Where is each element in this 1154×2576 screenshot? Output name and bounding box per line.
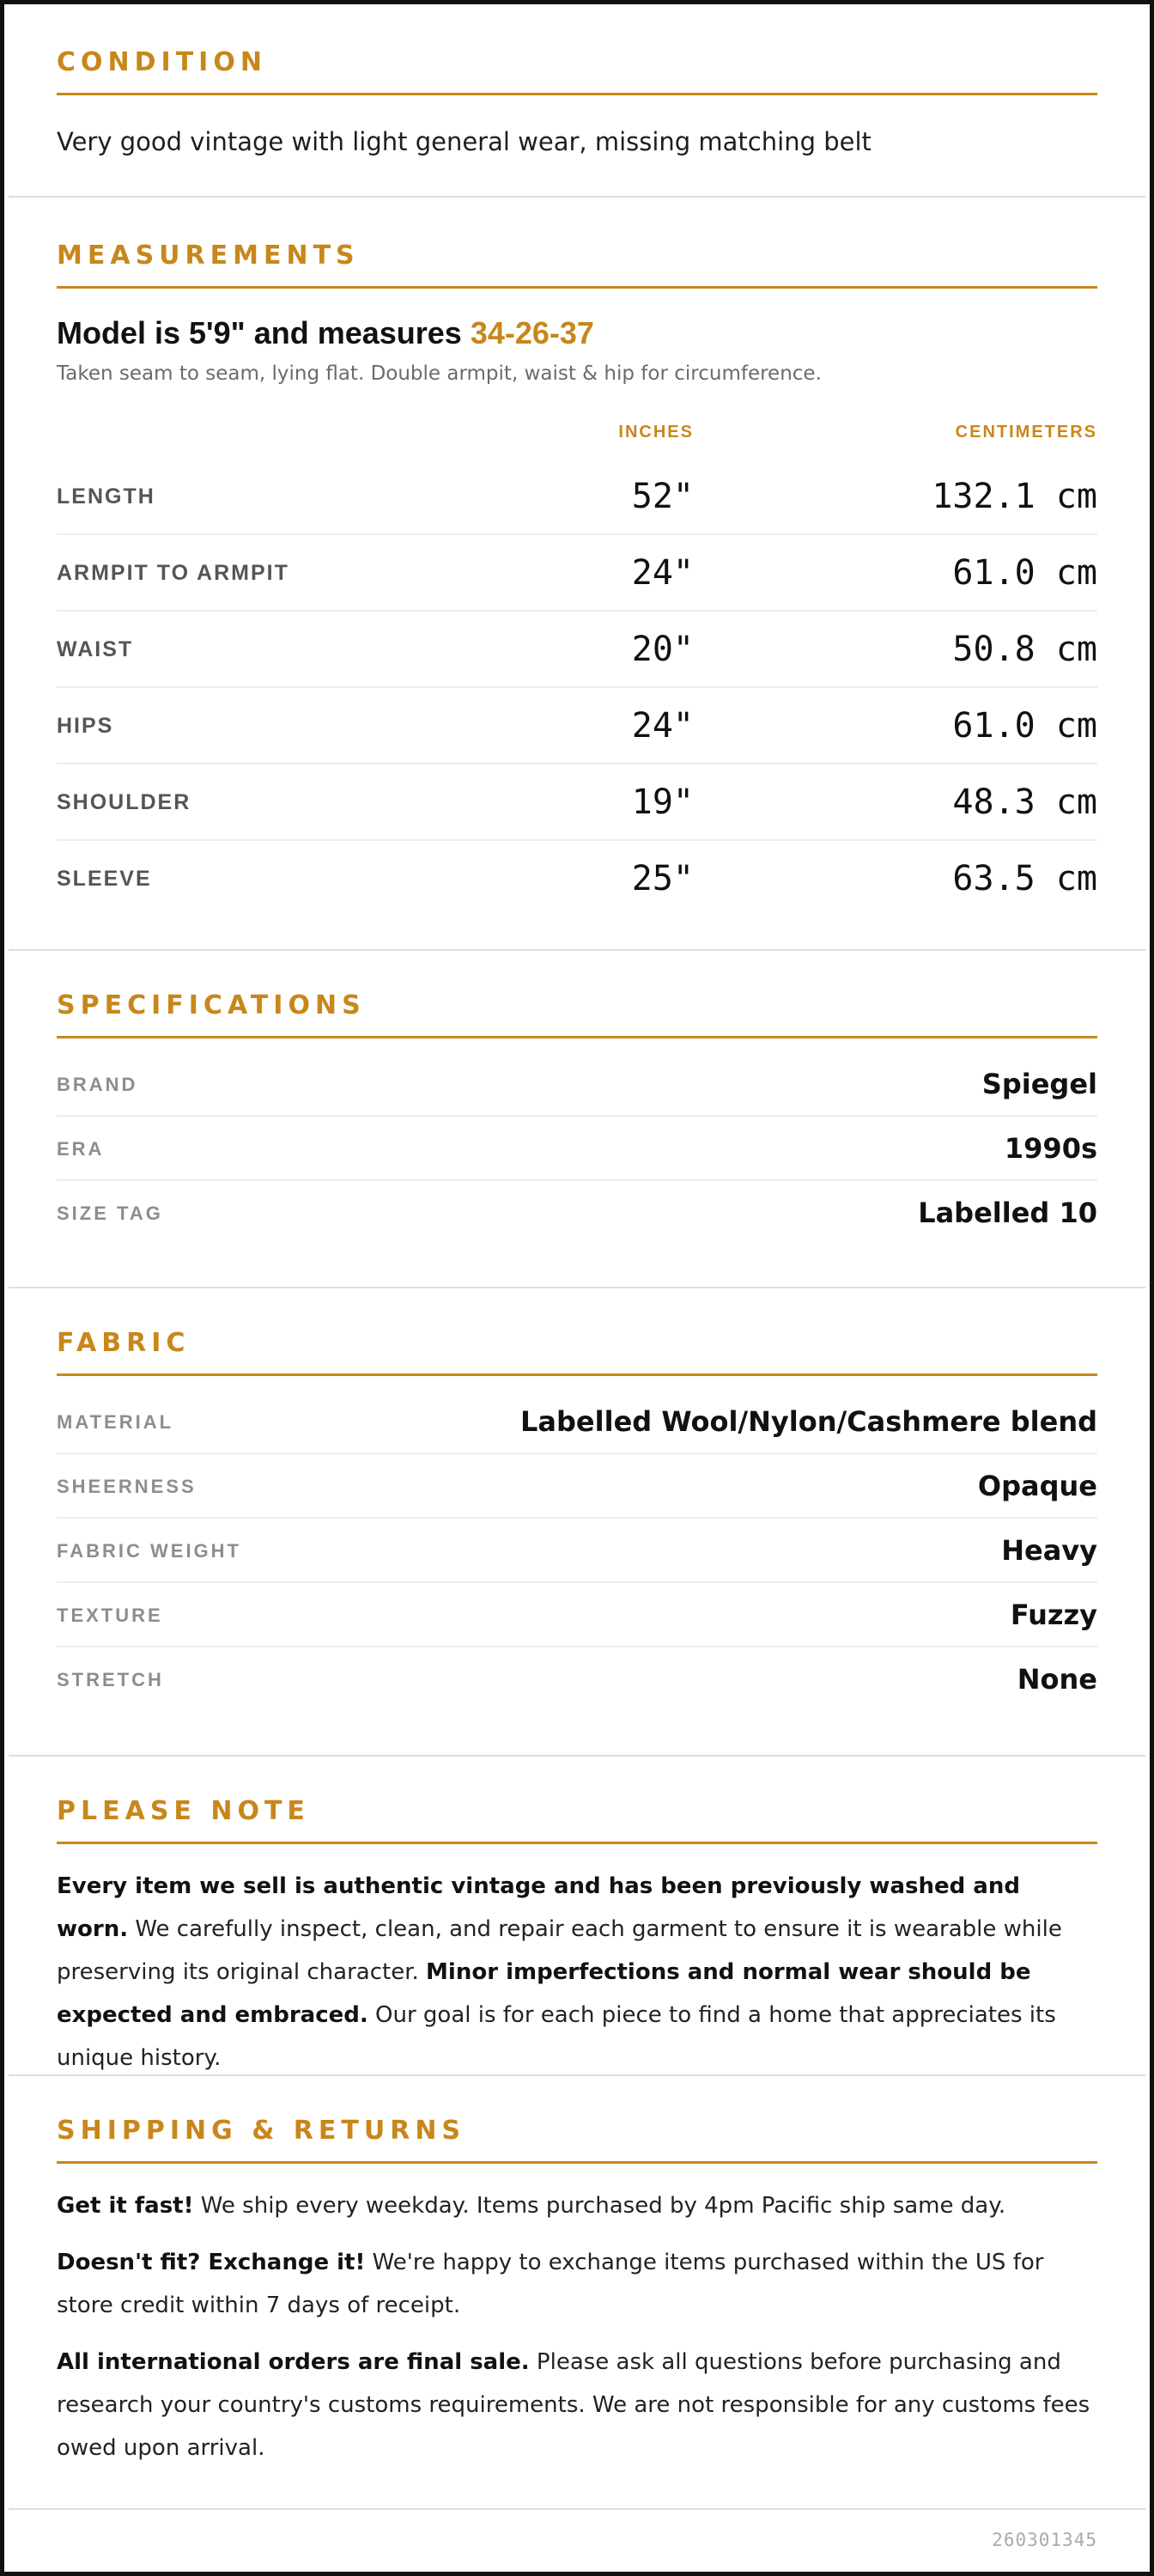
fabric-value: Opaque bbox=[977, 1470, 1097, 1502]
measure-label: HIPS bbox=[57, 714, 114, 738]
fabric-label: SHEERNESS bbox=[57, 1476, 197, 1497]
measure-inches: 52" bbox=[631, 477, 694, 516]
note-bold-2: Minor imperfections and normal wear should be expected and embraced. bbox=[57, 1959, 1031, 2028]
spec-row-brand bbox=[57, 1052, 1097, 1117]
measure-cm: 50.8 cm bbox=[952, 630, 1097, 669]
fabric-row-sheerness bbox=[57, 1454, 1097, 1519]
measure-row-shoulder bbox=[57, 764, 1097, 841]
fabric-value: Labelled Wool/Nylon/Cashmere blend bbox=[520, 1405, 1097, 1438]
shipping-title: SHIPPING & RETURNS bbox=[57, 2116, 466, 2146]
spec-value: 1990s bbox=[1004, 1132, 1097, 1165]
measure-label: LENGTH bbox=[57, 484, 155, 509]
fabric-value: None bbox=[1017, 1663, 1097, 1696]
fabric-label: FABRIC WEIGHT bbox=[57, 1540, 241, 1562]
spec-label: BRAND bbox=[57, 1074, 138, 1095]
measure-row-length bbox=[57, 459, 1097, 535]
measure-cm: 48.3 cm bbox=[952, 783, 1097, 822]
fabric-row-weight bbox=[57, 1519, 1097, 1583]
condition-title: CONDITION bbox=[57, 47, 267, 77]
shipping-rule bbox=[57, 2161, 1097, 2164]
measure-inches: 25" bbox=[631, 859, 694, 898]
spec-label: ERA bbox=[57, 1138, 105, 1160]
shipping-section bbox=[9, 2076, 1145, 2510]
shipping-paragraph-1 bbox=[57, 2184, 1097, 2227]
measure-cm: 132.1 cm bbox=[932, 477, 1097, 516]
spec-row-size-tag bbox=[57, 1181, 1097, 1245]
measurements-title: MEASUREMENTS bbox=[57, 241, 360, 271]
specifications-title: SPECIFICATIONS bbox=[57, 990, 366, 1020]
measure-row-waist bbox=[57, 612, 1097, 688]
spec-label: SIZE TAG bbox=[57, 1203, 163, 1224]
measure-label: WAIST bbox=[57, 637, 134, 661]
fabric-value: Fuzzy bbox=[1010, 1599, 1097, 1631]
shipping-bold-3: All international orders are final sale. bbox=[57, 2349, 530, 2375]
measure-cm: 63.5 cm bbox=[952, 859, 1097, 898]
measure-inches: 19" bbox=[631, 783, 694, 822]
measure-label: SHOULDER bbox=[57, 790, 191, 814]
measure-row-sleeve bbox=[57, 841, 1097, 917]
fabric-row-material bbox=[57, 1390, 1097, 1454]
measurements-subtitle: Taken seam to seam, lying flat. Double armpit, waist & hip for circumference. bbox=[57, 362, 822, 385]
please-note-rule bbox=[57, 1842, 1097, 1844]
spec-value: Labelled 10 bbox=[918, 1197, 1097, 1229]
note-text-2: Our goal is for each piece to find a home that appreciates its unique history. bbox=[57, 2002, 1056, 2071]
please-note-text bbox=[57, 1865, 1097, 2080]
note-bold-1: Every item we sell is authentic vintage and has been previously washed and worn. bbox=[57, 1873, 1020, 1942]
note-text-1: We carefully inspect, clean, and repair each garment to ensure it is wearable while preserving its original character. bbox=[57, 1916, 1062, 1985]
please-note-section bbox=[9, 1757, 1145, 2076]
measure-inches: 24" bbox=[631, 706, 694, 746]
measure-inches: 20" bbox=[631, 630, 694, 669]
fabric-rule bbox=[57, 1373, 1097, 1376]
shipping-text-1: We ship every weekday. Items purchased by 4pm Pacific ship same day. bbox=[193, 2193, 1006, 2219]
shipping-text-3: Please ask all questions before purchasing and research your country's customs requirements. We are not responsible for any customs fees owed upon arrival. bbox=[57, 2349, 1090, 2461]
measure-label: SLEEVE bbox=[57, 867, 152, 891]
measure-row-armpit bbox=[57, 535, 1097, 612]
shipping-text-2: We're happy to exchange items purchased within the US for store credit within 7 days of receipt. bbox=[57, 2250, 1044, 2318]
measurements-section bbox=[9, 198, 1145, 951]
specifications-rule bbox=[57, 1036, 1097, 1038]
fabric-value: Heavy bbox=[1001, 1534, 1097, 1567]
fabric-section bbox=[9, 1288, 1145, 1757]
model-prefix: Model is 5'9" and measures bbox=[57, 315, 471, 350]
shipping-bold-1: Get it fast! bbox=[57, 2193, 194, 2219]
spec-value: Spiegel bbox=[981, 1068, 1097, 1100]
model-line bbox=[57, 314, 594, 352]
shipping-bold-2: Doesn't fit? Exchange it! bbox=[57, 2250, 366, 2275]
measure-cm: 61.0 cm bbox=[952, 553, 1097, 593]
condition-rule bbox=[57, 93, 1097, 95]
fabric-label: MATERIAL bbox=[57, 1411, 174, 1433]
condition-text: Very good vintage with light general wear, missing matching belt bbox=[57, 127, 872, 156]
condition-section bbox=[9, 4, 1145, 198]
model-measures: 34-26-37 bbox=[470, 315, 594, 350]
measure-cm: 61.0 cm bbox=[952, 706, 1097, 746]
shipping-paragraph-2 bbox=[57, 2241, 1097, 2327]
fabric-row-stretch bbox=[57, 1647, 1097, 1712]
measure-inches: 24" bbox=[631, 553, 694, 593]
measure-label: ARMPIT TO ARMPIT bbox=[57, 561, 289, 585]
fabric-label: TEXTURE bbox=[57, 1605, 163, 1626]
measure-row-hips bbox=[57, 688, 1097, 764]
measurements-rule bbox=[57, 286, 1097, 289]
specifications-section bbox=[9, 951, 1145, 1288]
spec-row-era bbox=[57, 1117, 1097, 1181]
please-note-title: PLEASE NOTE bbox=[57, 1796, 310, 1826]
fabric-title: FABRIC bbox=[57, 1328, 191, 1358]
fabric-row-texture bbox=[57, 1583, 1097, 1647]
shipping-paragraph-3 bbox=[57, 2341, 1097, 2469]
col-head-inches: INCHES bbox=[618, 423, 694, 442]
col-head-cm: CENTIMETERS bbox=[955, 423, 1097, 442]
product-id: 260301345 bbox=[992, 2530, 1097, 2550]
fabric-label: STRETCH bbox=[57, 1669, 164, 1690]
